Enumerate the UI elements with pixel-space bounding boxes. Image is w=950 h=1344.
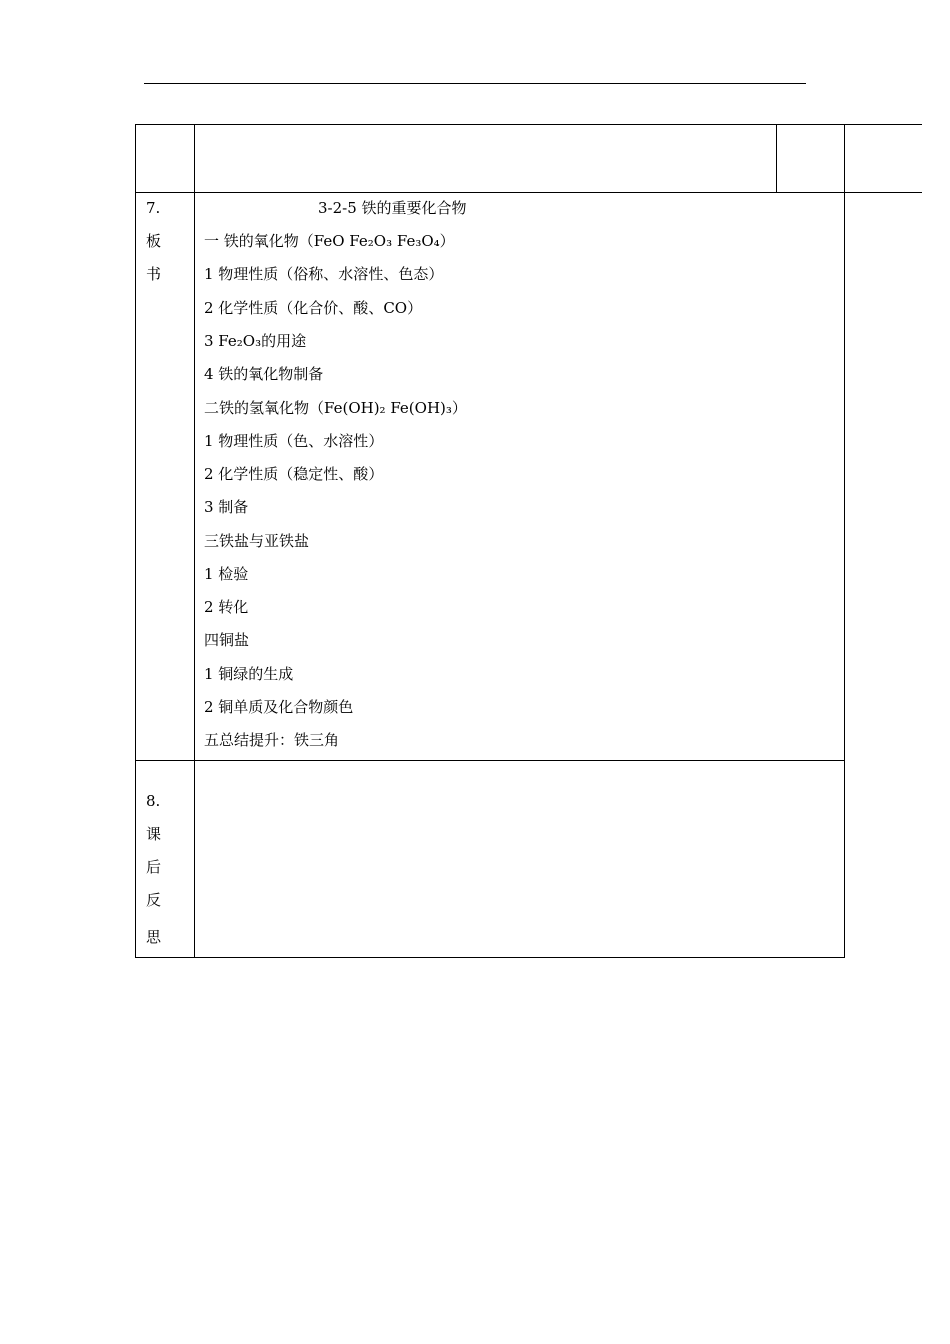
- header-rule: [144, 83, 806, 84]
- reflection-side-label-char-2: 后: [146, 858, 162, 876]
- board-side-label-char-2: 书: [146, 265, 162, 283]
- board-side-label-char-1: 板: [146, 232, 162, 250]
- table-border: [194, 124, 195, 958]
- board-line: 3 Fe₂O₃的用途: [204, 332, 307, 350]
- board-line: 4 铁的氧化物制备: [204, 365, 324, 383]
- table-border: [844, 124, 845, 958]
- board-side-label-number: 7.: [146, 199, 161, 217]
- board-title: 3-2-5 铁的重要化合物: [318, 199, 467, 217]
- board-line: 一 铁的氧化物（FeO Fe₂O₃ Fe₃O₄）: [204, 232, 455, 250]
- table-border: [776, 124, 777, 193]
- board-line: 1 物理性质（色、水溶性）: [204, 432, 384, 450]
- table-border: [135, 957, 844, 958]
- reflection-side-label-number: 8.: [146, 792, 161, 810]
- table-border: [135, 124, 136, 958]
- reflection-side-label-char-1: 课: [146, 825, 162, 843]
- board-line: 1 铜绿的生成: [204, 665, 294, 683]
- board-line: 2 转化: [204, 598, 249, 616]
- board-line: 1 物理性质（俗称、水溶性、色态）: [204, 265, 444, 283]
- board-line: 四铜盐: [204, 631, 250, 649]
- board-line: 三铁盐与亚铁盐: [204, 532, 310, 550]
- board-line: 1 检验: [204, 565, 249, 583]
- board-line: 2 化学性质（稳定性、酸）: [204, 465, 384, 483]
- board-line: 3 制备: [204, 498, 249, 516]
- reflection-side-label-char-3: 反: [146, 891, 162, 909]
- reflection-side-label-char-4: 思: [146, 928, 162, 946]
- board-line: 2 化学性质（化合价、酸、CO）: [204, 299, 423, 317]
- table-border: [135, 192, 922, 193]
- board-line: 二铁的氢氧化物（Fe(OH)₂ Fe(OH)₃）: [204, 399, 467, 417]
- table-border: [135, 124, 922, 125]
- board-line: 五总结提升：铁三角: [204, 731, 340, 749]
- board-line: 2 铜单质及化合物颜色: [204, 698, 354, 716]
- table-border: [135, 760, 844, 761]
